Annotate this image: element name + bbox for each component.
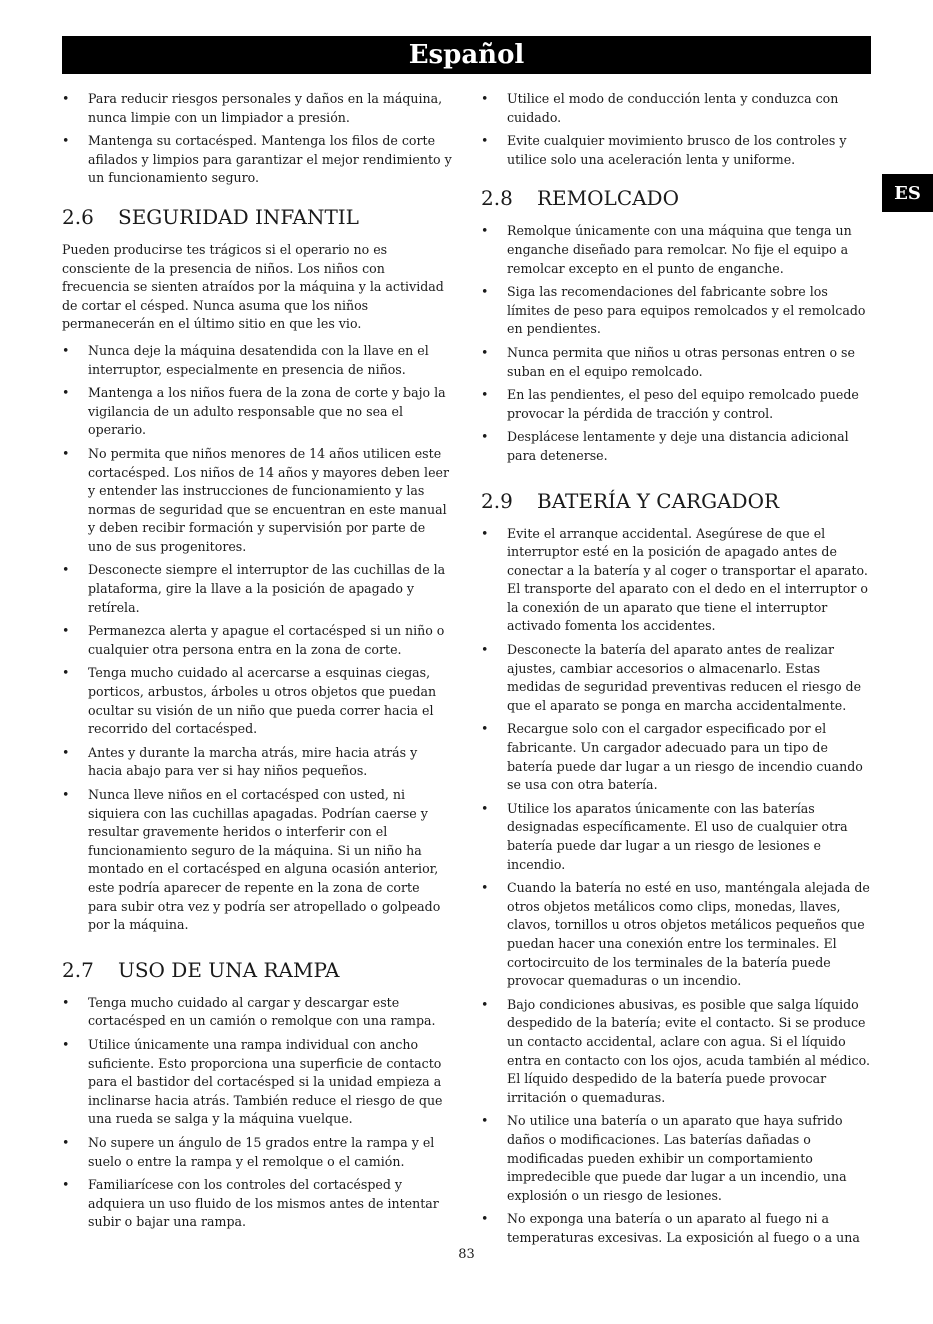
section-title: REMOLCADO (537, 186, 679, 211)
list-item: • En las pendientes, el peso del equipo remolcado puede provocar la pérdida de tracción y control. (481, 386, 871, 423)
list-item: • Evite el arranque accidental. Asegúrese de que el interruptor esté en la posición de apagado antes de conectar a la batería y al coger o transportar el aparato. El transporte del aparato con el dedo en el interruptor o la conexión de un aparato que tiene el interruptor activado fomenta los accidentes. (481, 525, 871, 637)
list-item: • Familiarícese con los controles del cortacésped y adquiera un uso fluido de los mismos antes de intentar subir o bajar una rampa. (62, 1176, 452, 1232)
language-header-title: Español (408, 40, 525, 70)
section-title: SEGURIDAD INFANTIL (118, 204, 359, 229)
language-header-bar (62, 36, 871, 74)
page-number: 83 (458, 1247, 475, 1262)
section-heading-2-8 (481, 186, 871, 210)
section-2-8-bullets (481, 222, 871, 465)
list-item: • Cuando la batería no esté en uso, manténgala alejada de otros objetos metálicos como clips, monedas, llaves, clavos, tornillos u otros objetos metálicos pequeños que puedan hacer una conexión entre los terminales. El cortocircuito de los terminales de la batería puede provocar quemaduras o un incendio. (481, 879, 871, 991)
section-heading-2-7 (62, 958, 452, 982)
list-item: • Utilice únicamente una rampa individual con ancho suficiente. Esto proporciona una superficie de contacto para el bastidor del cortacésped si la unidad empieza a inclinarse hacia atrás. También reduce el riesgo de que una rueda se salga y la máquina vuelque. (62, 1036, 452, 1129)
list-item: • Antes y durante la marcha atrás, mire hacia atrás y hacia abajo para ver si hay niños pequeños. (62, 744, 452, 781)
language-tab: ES (882, 174, 933, 212)
list-item: • Nunca lleve niños en el cortacésped con usted, ni siquiera con las cuchillas apagadas. Podrían caerse y resultar gravemente heridos o interferir con el funcionamiento seguro de la máquina. Si un niño ha montado en el cortacésped en alguna ocasión anterior, este podría aparecer de repente en la zona de corte para subir otra vez y podría ser atropellado o golpeado por la máquina. (62, 786, 452, 935)
list-item: • Nunca permita que niños u otras personas entren o se suban en el equipo remolcado. (481, 344, 871, 381)
list-item: • Para reducir riesgos personales y daños en la máquina, nunca limpie con un limpiador a presión. (62, 90, 452, 127)
list-item: • No utilice una batería o un aparato que haya sufrido daños o modificaciones. Las baterías dañadas o modificadas pueden exhibir un comportamiento impredecible que puede dar lugar a un incendio, una explosión o un riesgo de lesiones. (481, 1112, 871, 1205)
list-item: • No permita que niños menores de 14 años utilicen este cortacésped. Los niños de 14 años y mayores deben leer y entender las instrucciones de funcionamiento y las normas de seguridad que se encuentran en este manual y deben recibir formación y supervisión por parte de uno de sus progenitores. (62, 445, 452, 557)
list-item: • Tenga mucho cuidado al cargar y descargar este cortacésped en un camión o remolque con una rampa. (62, 994, 452, 1031)
right-column (481, 90, 871, 1252)
left-column (62, 90, 452, 1237)
list-item: • Remolque únicamente con una máquina que tenga un enganche diseñado para remolcar. No fije el equipo a remolcar excepto en el punto de enganche. (481, 222, 871, 278)
list-item: • Bajo condiciones abusivas, es posible que salga líquido despedido de la batería; evite el contacto. Si se produce un contacto accidental, aclare con agua. Si el líquido entra en contacto con los ojos, acuda también al médico. El líquido despedido de la batería puede provocar irritación o quemaduras. (481, 996, 871, 1108)
section-heading-2-9 (481, 489, 871, 513)
section-title: USO DE UNA RAMPA (118, 957, 340, 982)
list-item: • Siga las recomendaciones del fabricante sobre los límites de peso para equipos remolcados y el remolcado en pendientes. (481, 283, 871, 339)
intro-bullets-left (62, 90, 452, 188)
list-item: • Recargue solo con el cargador especificado por el fabricante. Un cargador adecuado para un tipo de batería puede dar lugar a un riesgo de incendio cuando se usa con otra batería. (481, 720, 871, 794)
intro-bullets-right (481, 90, 871, 169)
list-item: • No exponga una batería o un aparato al fuego ni a temperaturas excesivas. La exposición al fuego o a una (481, 1210, 871, 1247)
list-item: • Evite cualquier movimiento brusco de los controles y utilice solo una aceleración lenta y uniforme. (481, 132, 871, 169)
section-heading-2-6 (62, 205, 452, 229)
list-item: • Utilice los aparatos únicamente con las baterías designadas específicamente. El uso de cualquier otra batería puede dar lugar a un riesgo de lesiones e incendio. (481, 800, 871, 874)
list-item: • Nunca deje la máquina desatendida con la llave en el interruptor, especialmente en presencia de niños. (62, 342, 452, 379)
section-number: 2.6 (62, 204, 94, 229)
list-item: • Mantenga su cortacésped. Mantenga los filos de corte afilados y limpios para garantizar el mejor rendimiento y un funcionamiento seguro. (62, 132, 452, 188)
list-item: • Permanezca alerta y apague el cortacésped si un niño o cualquier otra persona entra en la zona de corte. (62, 622, 452, 659)
section-number: 2.8 (481, 186, 513, 211)
section-number: 2.7 (62, 957, 94, 982)
list-item: • Desconecte la batería del aparato antes de realizar ajustes, cambiar accesorios o almacenarlo. Estas medidas de seguridad preventivas reducen el riesgo de que el aparato se ponga en marcha accidentalmente. (481, 641, 871, 715)
section-2-9-bullets (481, 525, 871, 1248)
section-number: 2.9 (481, 488, 513, 513)
section-paragraph: Pueden producirse tes trágicos si el operario no es consciente de la presencia de niños. Los niños con frecuencia se sienten atraídos por la máquina y la actividad de cortar el césped. Nunca asuma que los niños permanecerán en el último sitio en que les vio. (62, 241, 444, 332)
list-item: • Desplácese lentamente y deje una distancia adicional para detenerse. (481, 428, 871, 465)
list-item: • Mantenga a los niños fuera de la zona de corte y bajo la vigilancia de un adulto responsable que no sea el operario. (62, 384, 452, 440)
list-item: • Utilice el modo de conducción lenta y conduzca con cuidado. (481, 90, 871, 127)
section-2-7-bullets (62, 994, 452, 1232)
list-item: • Tenga mucho cuidado al acercarse a esquinas ciegas, porticos, arbustos, árboles u otros objetos que puedan ocultar su visión de un niño que pueda correr hacia el recorrido del cortacésped. (62, 664, 452, 738)
list-item: • Desconecte siempre el interruptor de las cuchillas de la plataforma, gire la llave a la posición de apagado y retírela. (62, 561, 452, 617)
list-item: • No supere un ángulo de 15 grados entre la rampa y el suelo o entre la rampa y el remolque o el camión. (62, 1134, 452, 1171)
section-2-6-bullets (62, 342, 452, 935)
section-title: BATERÍA Y CARGADOR (537, 488, 780, 513)
